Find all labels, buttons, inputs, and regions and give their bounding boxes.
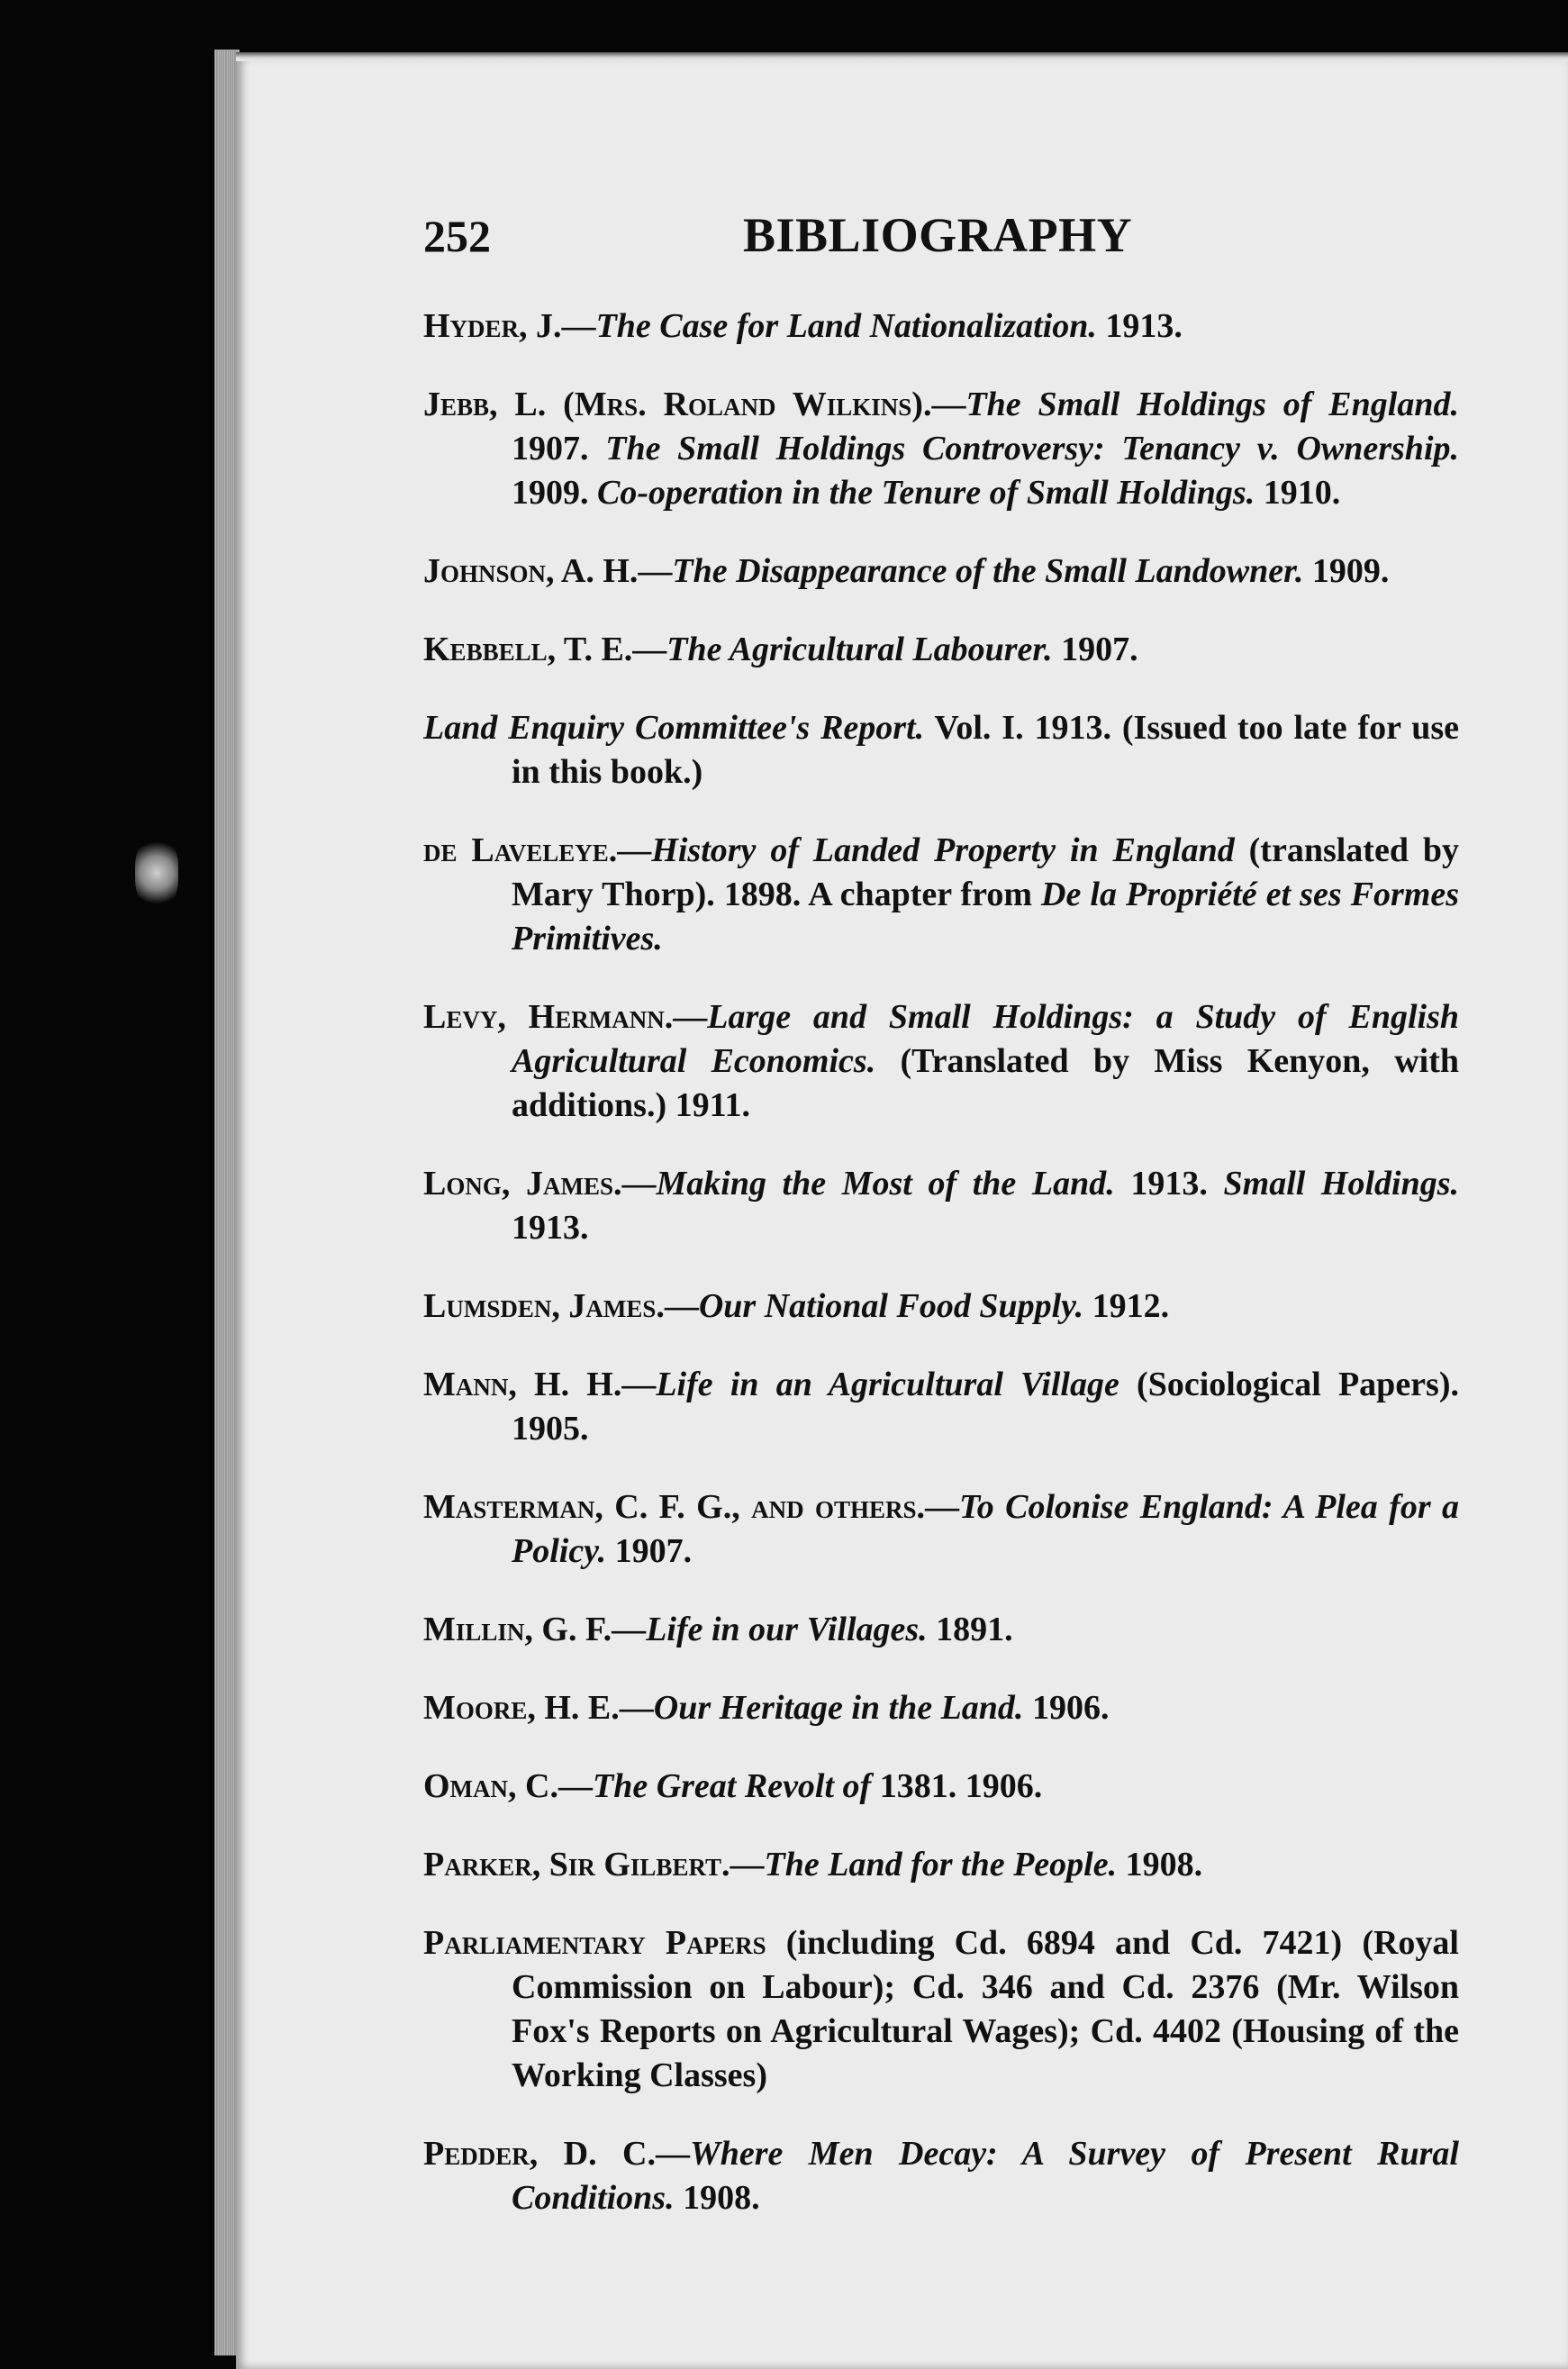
entry-title: Where Men Decay: A Survey of Present Rural Conditions. — [512, 2135, 1459, 2217]
bibliography-entry — [423, 1765, 1459, 1809]
entry-author: Levy, Hermann.— — [423, 998, 708, 1036]
entry-details: 1909. — [1303, 552, 1390, 590]
entry-title: The Small Holdings of England. — [965, 386, 1459, 423]
entry-title: Large and Small Holdings: a Study of English Agricultural Economics. — [512, 998, 1459, 1080]
entry-details: (translated by Mary Thorp). 1898. A chapter from — [512, 831, 1459, 913]
bibliography-entry — [423, 1485, 1459, 1574]
entry-title: Co-operation in the Tenure of Small Holdings. — [597, 474, 1255, 512]
entry-details: Vol. I. 1913. (Issued too late for use in this book.) — [512, 709, 1459, 791]
entry-title: The Great Revolt of — [592, 1767, 872, 1805]
entry-title: The Case for Land Nationalization. — [595, 307, 1097, 345]
entry-author: Masterman, C. F. G., and others.— — [423, 1488, 960, 1526]
entry-details: 1907. — [1052, 631, 1138, 668]
entry-author: Millin, G. F.— — [423, 1611, 647, 1648]
bibliography-entry — [423, 706, 1459, 794]
entry-details: 1910. — [1255, 474, 1341, 512]
bibliography-entry — [423, 628, 1459, 672]
entry-details: 1891. — [927, 1611, 1013, 1648]
entry-title: De la Propriété et ses Formes Primitives. — [512, 876, 1459, 958]
page-header — [423, 207, 1459, 270]
bibliography-entry — [423, 1162, 1459, 1250]
entry-details: 1907. — [606, 1532, 693, 1570]
entry-details: 1909. — [512, 474, 597, 512]
entry-author: Kebbell, T. E.— — [423, 631, 667, 668]
entry-title: Our National Food Supply. — [698, 1287, 1084, 1325]
entry-details: 1907. — [512, 430, 606, 467]
entry-author: Pedder, D. C.— — [423, 2135, 690, 2173]
entry-details: (Translated by Miss Kenyon, with additions.) 1911. — [512, 1042, 1459, 1124]
bibliography-entry — [423, 1843, 1459, 1887]
entry-author: Parliamentary Papers — [423, 1924, 766, 1962]
entry-title: Our Heritage in the Land. — [653, 1689, 1024, 1727]
entry-details: 1913. — [1096, 307, 1183, 345]
entry-author: Long, James.— — [423, 1165, 657, 1203]
scan-speck — [135, 838, 178, 908]
entry-author: Oman, C.— — [423, 1767, 593, 1805]
bibliography-list — [423, 304, 1459, 2220]
entry-author: Jebb, L. (Mrs. Roland Wilkins).— — [423, 386, 966, 423]
bibliography-entry — [423, 1921, 1459, 2098]
entry-title: Making the Most of the Land. — [656, 1165, 1115, 1203]
entry-details: 1908. — [1117, 1846, 1203, 1883]
entry-author: de Laveleye.— — [423, 831, 652, 869]
entry-details: 1908. — [674, 2179, 760, 2217]
entry-title: Small Holdings. — [1223, 1165, 1460, 1203]
page-content — [423, 207, 1459, 2238]
entry-title: The Agricultural Labourer. — [666, 631, 1053, 668]
entry-details: (including Cd. 6894 and Cd. 7421) (Royal Commission on Labour); Cd. 346 and Cd. 2376 (Mr. Wilson Fox's Reports on Agricultural Wages); Cd. 4402 (Housing of the Working Classes) — [512, 1924, 1459, 2094]
entry-author: Johnson, A. H.— — [423, 552, 673, 590]
entry-author: Lumsden, James.— — [423, 1287, 699, 1325]
entry-author: Parker, Sir Gilbert.— — [423, 1846, 765, 1883]
bibliography-entry — [423, 2132, 1459, 2220]
bibliography-entry — [423, 995, 1459, 1128]
entry-author: Moore, H. E.— — [423, 1689, 654, 1727]
entry-details: 1906. — [1023, 1689, 1110, 1727]
bibliography-entry — [423, 1608, 1459, 1652]
entry-title: The Disappearance of the Small Landowner. — [672, 552, 1304, 590]
entry-title: Life in our Villages. — [646, 1611, 928, 1648]
entry-title: History of Landed Property in England — [651, 831, 1235, 869]
bibliography-entry — [423, 829, 1459, 961]
entry-author: Hyder, J.— — [423, 307, 596, 345]
entry-details: 1381. 1906. — [871, 1767, 1043, 1805]
entry-details: 1912. — [1083, 1287, 1170, 1325]
bibliography-entry — [423, 1284, 1459, 1329]
entry-title: The Small Holdings Controversy: Tenancy v. Ownership. — [605, 430, 1459, 467]
entry-details: 1913. — [512, 1209, 589, 1247]
bibliography-entry — [423, 549, 1459, 594]
entry-title: Land Enquiry Committee's Report. — [423, 709, 925, 747]
bibliography-entry — [423, 304, 1459, 349]
entry-details: 1913. — [1114, 1165, 1224, 1203]
running-head: BIBLIOGRAPHY — [743, 208, 1133, 262]
page-top-edge — [236, 52, 1568, 61]
entry-author: Mann, H. H.— — [423, 1366, 657, 1403]
entry-details: (Sociological Papers). 1905. — [512, 1366, 1459, 1448]
entry-title: To Colonise England: A Plea for a Policy. — [512, 1488, 1459, 1570]
entry-title: Life in an Agricultural Village — [656, 1366, 1119, 1403]
entry-title: The Land for the People. — [764, 1846, 1118, 1883]
bibliography-entry — [423, 1363, 1459, 1451]
bibliography-entry — [423, 383, 1459, 515]
bibliography-entry — [423, 1686, 1459, 1730]
page-number: 252 — [423, 211, 491, 261]
